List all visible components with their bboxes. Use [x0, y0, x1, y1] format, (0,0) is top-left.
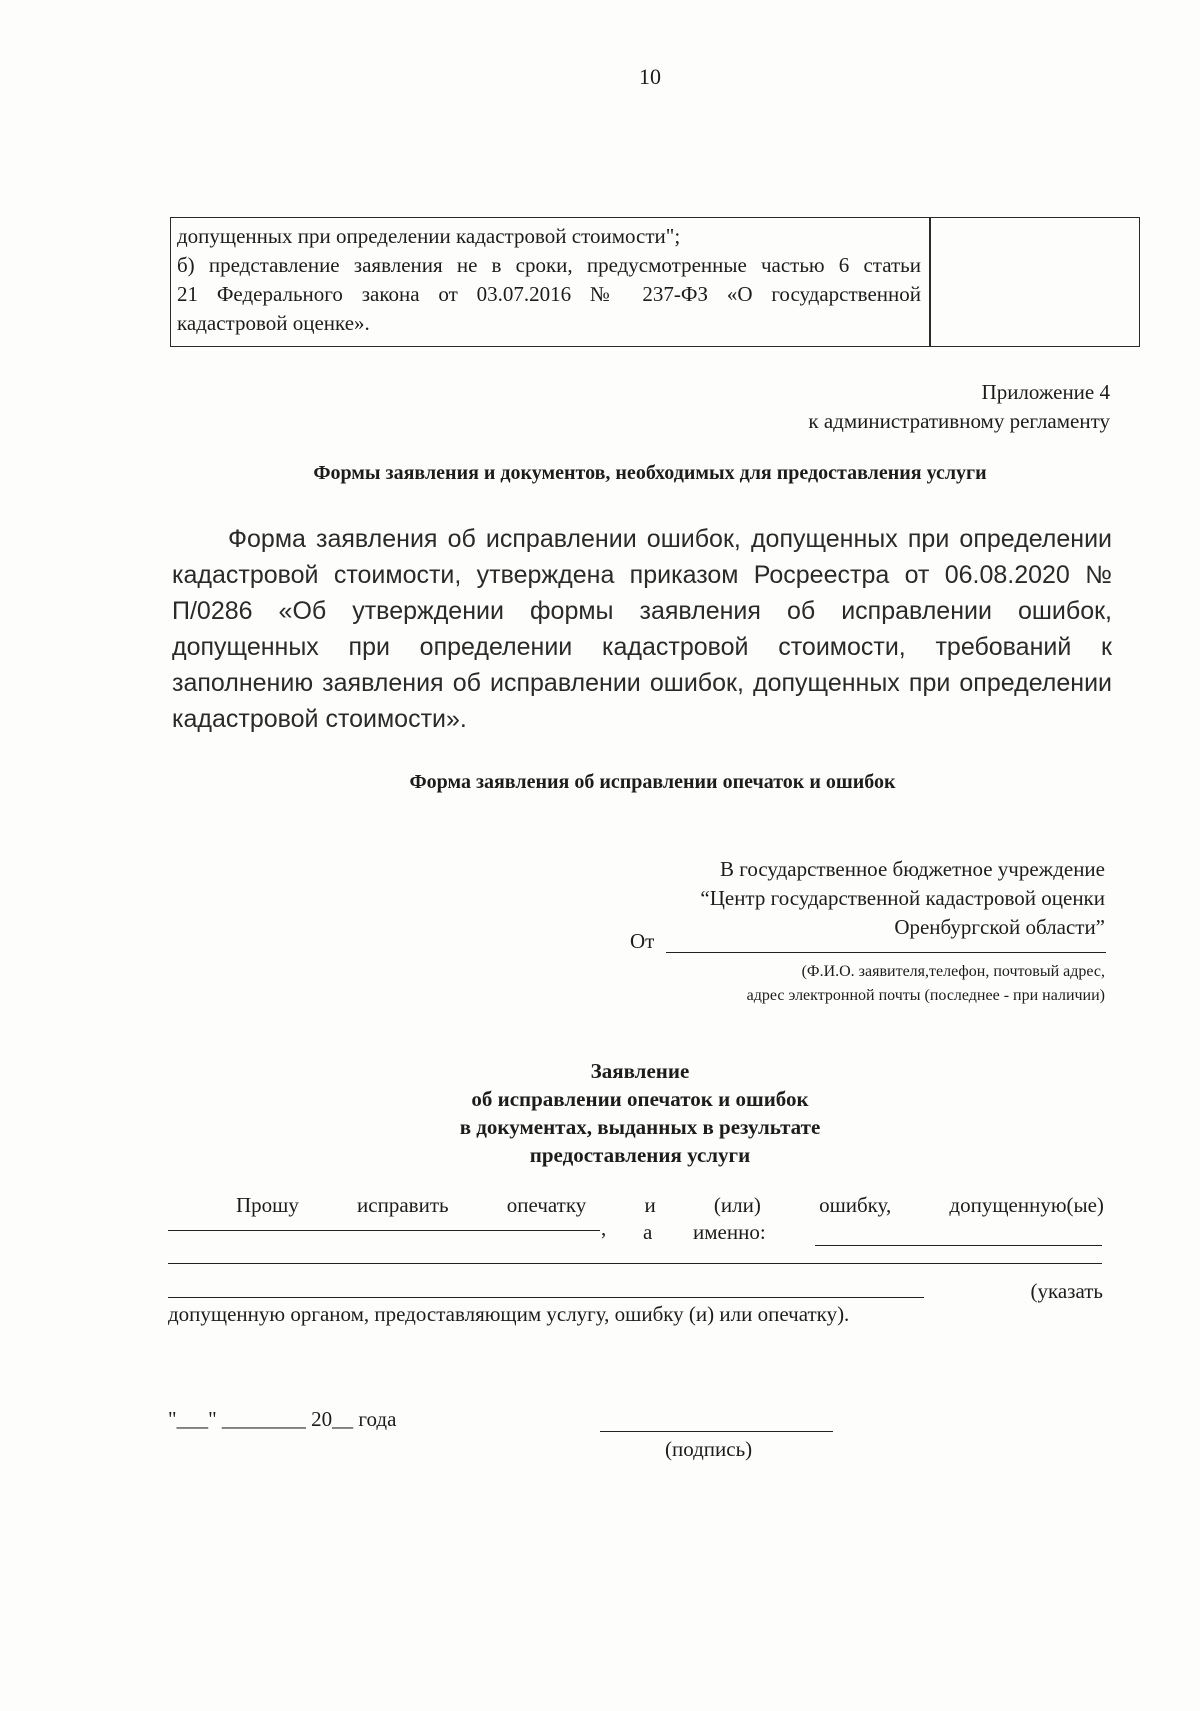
statement-title: [0, 1057, 1200, 1169]
error-description-field-continued[interactable]: [168, 1263, 1102, 1264]
intro-line: кадастровой стоимости».: [172, 705, 467, 733]
request-word: исправить: [357, 1193, 449, 1217]
table-column-divider: [929, 218, 931, 346]
table-line: допущенных при определении кадастровой стоимости";: [177, 224, 681, 248]
intro-line: заполнению заявления об исправлении ошибок, допущенных при определении: [172, 669, 1112, 697]
intro-line: П/0286 «Об утверждении формы заявления об исправлении ошибок,: [172, 597, 1112, 625]
intro-line: допущенных при определении кадастровой стоимости, требований к: [172, 633, 1112, 661]
table-fragment: [170, 217, 1140, 347]
typos-form-heading: Форма заявления об исправлении опечаток и ошибок: [409, 771, 896, 793]
signature-label: (подпись): [665, 1437, 753, 1461]
hint-line: (Ф.И.О. заявителя,телефон, почтовый адрес,: [801, 963, 1105, 980]
intro-paragraph: [172, 521, 1112, 737]
table-line: б) представление заявления не в сроки, предусмотренные частью 6 статьи: [177, 253, 921, 277]
intro-line: Форма заявления об исправлении ошибок, допущенных при определении: [228, 525, 1112, 553]
table-cell-text: [177, 222, 921, 338]
appendix-reference: к административному регламенту: [808, 409, 1110, 433]
request-word: (или): [713, 1193, 761, 1217]
addressee-line: Оренбургской области”: [894, 915, 1105, 939]
from-label: От: [630, 929, 655, 953]
page-number: 10: [639, 64, 661, 89]
comma: ,: [601, 1216, 607, 1240]
statement-title-line: Заявление: [590, 1059, 690, 1083]
conjunction-a: а: [643, 1220, 653, 1244]
applicant-hint: [747, 960, 1105, 1008]
hint-line: адрес электронной почты (последнее - при наличии): [746, 987, 1105, 1004]
statement-title-line: предоставления услуги: [529, 1143, 751, 1167]
request-first-line: [236, 1193, 1104, 1218]
table-line: кадастровой оценке».: [177, 311, 370, 335]
statement-title-line: в документах, выданных в результате: [459, 1115, 821, 1139]
statement-title-line: об исправлении опечаток и ошибок: [471, 1087, 809, 1111]
request-word: опечатку: [506, 1193, 587, 1217]
appendix-caption: [808, 378, 1110, 436]
addressee-block: [700, 855, 1105, 942]
namely-label: именно:: [693, 1220, 766, 1244]
indicate-explanation: допущенную органом, предоставляющим услугу, ошибку (и) или опечатку).: [168, 1302, 850, 1326]
table-line: 21 Федерального закона от 03.07.2016 № 237-ФЗ «О государственной: [177, 282, 921, 306]
intro-line: кадастровой стоимости, утверждена приказом Росреестра от 06.08.2020 №: [172, 561, 1112, 589]
addressee-line: “Центр государственной кадастровой оценки: [700, 886, 1105, 910]
request-word: допущенную(ые): [949, 1193, 1104, 1217]
indicate-label: (указать: [1030, 1279, 1103, 1303]
error-description-field[interactable]: [815, 1245, 1102, 1246]
date-field[interactable]: "___" ________ 20__ года: [168, 1407, 397, 1431]
forms-heading: Формы заявления и документов, необходимых для предоставления услуги: [313, 462, 987, 484]
document-field[interactable]: [168, 1230, 600, 1231]
error-description-field-continued[interactable]: [168, 1297, 924, 1298]
addressee-line: В государственное бюджетное учреждение: [720, 857, 1105, 881]
request-word: и: [644, 1193, 656, 1217]
appendix-number: Приложение 4: [981, 380, 1110, 404]
signature-field[interactable]: [600, 1431, 833, 1432]
request-word: ошибку,: [819, 1193, 892, 1217]
applicant-name-field[interactable]: [666, 952, 1106, 953]
request-word: Прошу: [236, 1193, 299, 1217]
